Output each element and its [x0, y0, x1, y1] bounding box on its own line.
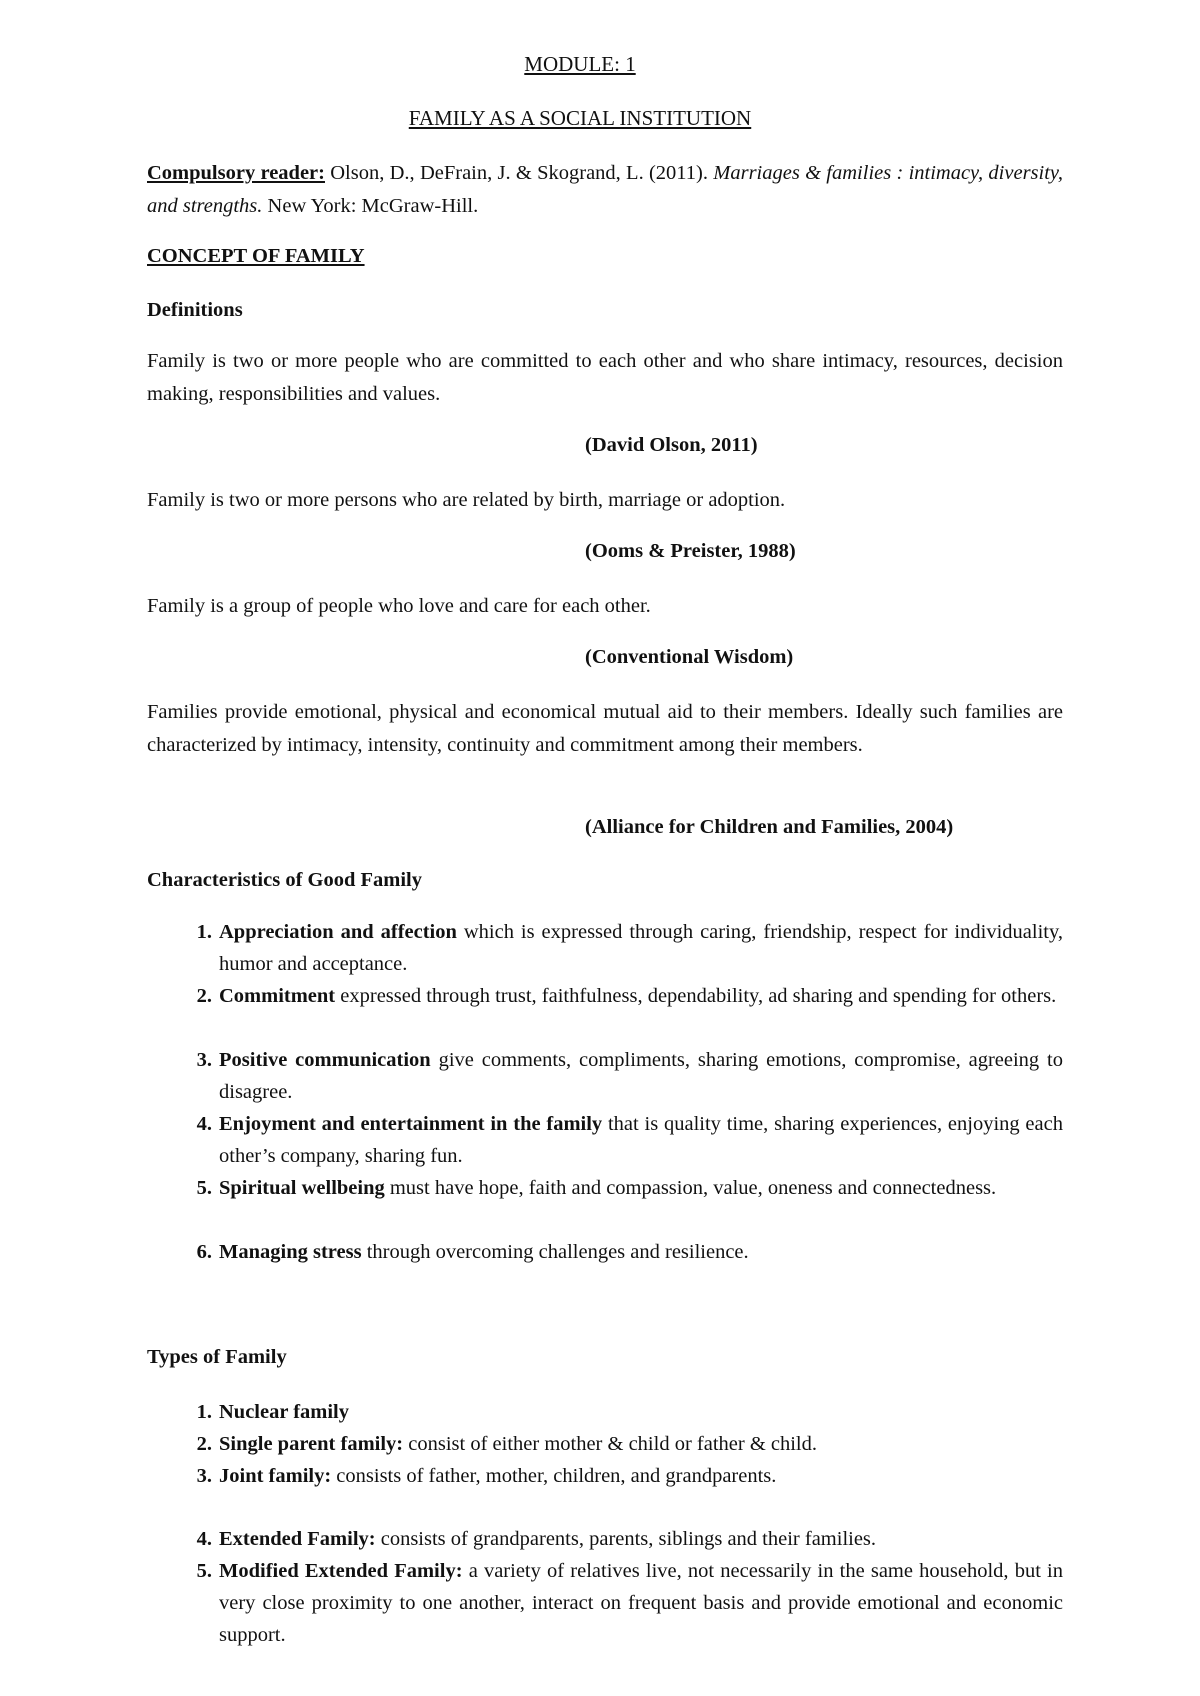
list-number: 4.: [196, 1113, 212, 1135]
type-term: Nuclear family: [219, 1401, 349, 1423]
reader-title: Marriages & families : intimacy, diversity, and strengths.: [147, 162, 1064, 217]
list-number: 5.: [196, 1177, 212, 1199]
type-item: [147, 1396, 1063, 1428]
characteristic-desc: give comments, compliments, sharing emotions, compromise, agreeing to disagree.: [219, 1049, 1064, 1103]
definitions-heading: Definitions: [147, 299, 243, 321]
characteristic-term: Enjoyment and entertainment in the family: [219, 1113, 603, 1135]
type-desc: consists of grandparents, parents, siblings and their families.: [375, 1528, 877, 1550]
definition-source: (Ooms & Preister, 1988): [585, 540, 796, 562]
type-item: [147, 1460, 1063, 1492]
reader-authors: Olson, D., DeFrain, J. & Skogrand, L. (2011).: [324, 162, 714, 184]
type-desc: consist of either mother & child or father & child.: [403, 1433, 817, 1455]
list-number: 6.: [196, 1241, 212, 1263]
reader-publisher: New York: McGraw-Hill.: [262, 194, 479, 217]
characteristic-item: [147, 916, 1063, 980]
characteristic-desc: expressed through trust, faithfulness, dependability, ad sharing and spending for others.: [335, 985, 1057, 1007]
definition-text: Family is two or more people who are committed to each other and who share intimacy, resources, decision making, responsibilities and values.: [147, 350, 1063, 405]
type-desc: consists of father, mother, children, and grandparents.: [331, 1465, 777, 1487]
type-desc: a variety of relatives live, not necessarily in the same household, but in very close proximity to one another, interact on frequent basis and provide emotional and economic support.: [219, 1560, 1064, 1646]
list-number: 1.: [196, 921, 212, 943]
characteristic-desc: must have hope, faith and compassion, value, oneness and connectedness.: [384, 1177, 997, 1199]
characteristic-desc: through overcoming challenges and resilience.: [361, 1241, 749, 1263]
list-number: 2.: [196, 1433, 212, 1455]
type-term: Modified Extended Family:: [219, 1560, 463, 1582]
list-number: 1.: [196, 1401, 212, 1423]
compulsory-reader: [147, 157, 1063, 222]
characteristic-term: Spiritual wellbeing: [219, 1177, 385, 1199]
type-item: [147, 1555, 1063, 1651]
list-number: 5.: [196, 1560, 212, 1582]
concept-heading: CONCEPT OF FAMILY: [147, 245, 365, 267]
type-term: Extended Family:: [219, 1528, 376, 1550]
type-term: Joint family:: [219, 1465, 332, 1487]
characteristic-term: Appreciation and affection: [219, 921, 457, 943]
type-item: [147, 1523, 1063, 1555]
list-number: 4.: [196, 1528, 212, 1550]
definition-text: Family is two or more persons who are related by birth, marriage or adoption.: [147, 489, 786, 511]
reader-label: Compulsory reader:: [147, 162, 325, 184]
definition-text: Families provide emotional, physical and economical mutual aid to their members. Ideally such families are characterized by intimacy, intensity, continuity and commitment among their members.: [147, 701, 1063, 756]
characteristic-item: [147, 1044, 1063, 1108]
list-number: 3.: [196, 1049, 212, 1071]
types-heading: Types of Family: [147, 1346, 287, 1368]
characteristic-desc: which is expressed through caring, friendship, respect for individuality, humor and acceptance.: [219, 921, 1064, 975]
characteristic-term: Positive communication: [219, 1049, 431, 1071]
module-subtitle: FAMILY AS A SOCIAL INSTITUTION: [408, 106, 752, 130]
definition-source: (David Olson, 2011): [585, 434, 758, 456]
characteristic-item: [147, 980, 1063, 1012]
definition-source: (Conventional Wisdom): [585, 646, 794, 668]
definition-source: (Alliance for Children and Families, 2004): [585, 816, 954, 838]
characteristic-term: Managing stress: [219, 1241, 362, 1263]
characteristic-item: [147, 1172, 1063, 1204]
type-item: [147, 1428, 1063, 1460]
characteristic-item: [147, 1236, 1063, 1268]
characteristic-item: [147, 1108, 1063, 1172]
module-title: MODULE: 1: [524, 52, 636, 76]
characteristic-term: Commitment: [219, 985, 336, 1007]
characteristic-desc: that is quality time, sharing experiences, enjoying each other’s company, sharing fun.: [219, 1113, 1063, 1167]
list-number: 2.: [196, 985, 212, 1007]
characteristics-heading: Characteristics of Good Family: [147, 869, 422, 891]
list-number: 3.: [196, 1465, 212, 1487]
definition-text: Family is a group of people who love and care for each other.: [147, 595, 651, 617]
type-term: Single parent family:: [219, 1433, 404, 1455]
